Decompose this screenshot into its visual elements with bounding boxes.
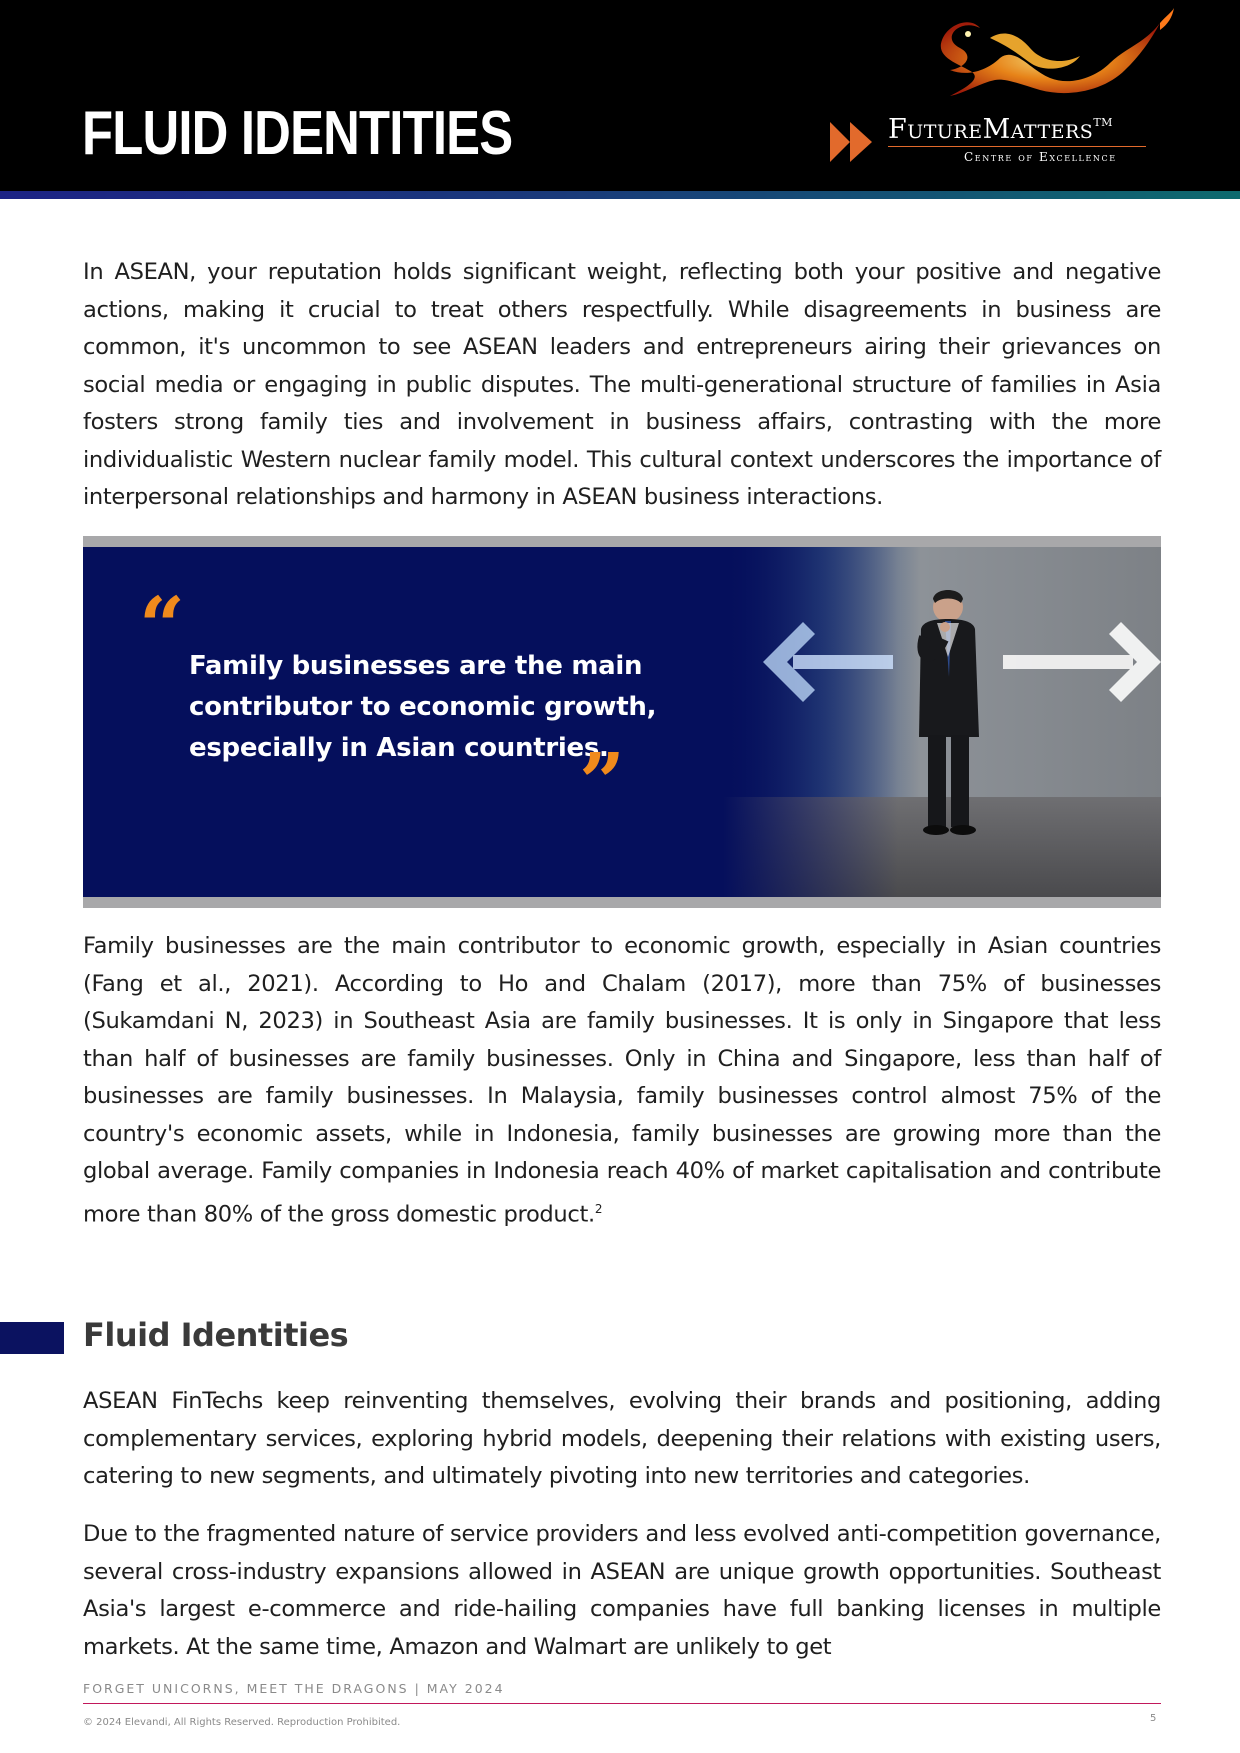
section-accent-bar <box>0 1322 64 1354</box>
section-heading: Fluid Identities <box>83 1316 349 1354</box>
dragon-logo-icon <box>920 8 1176 112</box>
logo-divider <box>888 146 1146 147</box>
section-paragraph: Due to the fragmented nature of service providers and less evolved anti-competition governance, several cross-industry expansions allowed in ASEAN are unique growth opportunities. Southeast Asia's largest e-commerce and ride-hailing companies have full banking licenses in multiple markets. At the same time, Amazon and Walmart are unlikely to get <box>83 1521 1161 1660</box>
page-number: 5 <box>1150 1713 1157 1724</box>
footer-copyright: © 2024 Elevandi, All Rights Reserved. Reproduction Prohibited. <box>83 1717 401 1728</box>
pull-quote-banner <box>83 536 1161 908</box>
double-arrow-icon <box>830 120 876 164</box>
close-quote-mark: ” <box>579 735 626 829</box>
header-gradient-bar <box>0 191 1240 199</box>
banner-bottom-border <box>83 897 1161 908</box>
logo-wordmark: FutureMatters™ <box>888 114 1113 145</box>
section-paragraph: ASEAN FinTechs keep reinventing themselves, evolving their brands and positioning, adding complementary services, exploring hybrid models, deepening their relations with existing users, catering to new segments, and ultimately pivoting into new territories and categories. <box>83 1388 1161 1489</box>
logo-subtitle: Centre of Excellence <box>964 150 1117 164</box>
footnote-marker: 2 <box>594 1201 603 1216</box>
footer-divider <box>83 1703 1161 1704</box>
businessman-photo <box>723 547 1161 897</box>
page-title: FLUID IDENTITIES <box>82 99 513 168</box>
pull-quote-text: Family businesses are the main contributor to economic growth, especially in Asian countries. <box>189 651 657 763</box>
banner-top-border <box>83 536 1161 547</box>
footer-publication: FORGET UNICORNS, MEET THE DRAGONS | MAY 2024 <box>83 1681 505 1696</box>
intro-paragraph: In ASEAN, your reputation holds significant weight, reflecting both your positive and negative actions, making it crucial to treat others respectfully. While disagreements in business are common, it's uncommon to see ASEAN leaders and entrepreneurs airing their grievances on social media or engaging in public disputes. The multi-generational structure of families in Asia fosters strong family ties and involvement in business affairs, contrasting with the more individualistic Western nuclear family model. This cultural context underscores the importance of interpersonal relationships and harmony in ASEAN business interactions. <box>83 259 1161 510</box>
page-header <box>0 0 1240 192</box>
open-quote-mark: “ <box>139 579 186 673</box>
family-business-paragraph: Family businesses are the main contributor to economic growth, especially in Asian countries (Fang et al., 2021). According to Ho and Chalam (2017), more than 75% of businesses (Sukamdani N, 2023) in Southeast Asia are family businesses. It is only in Singapore that less than half of businesses are family businesses. Only in China and Singapore, less than half of businesses are family businesses. In Malaysia, family businesses control almost 75% of the country's economic assets, while in Indonesia, family businesses are growing more than the global average. Family companies in Indonesia reach 40% of market capitalisation and contribute more than 80% of the gross domestic product.$^2$ <box>83 933 1161 1228</box>
